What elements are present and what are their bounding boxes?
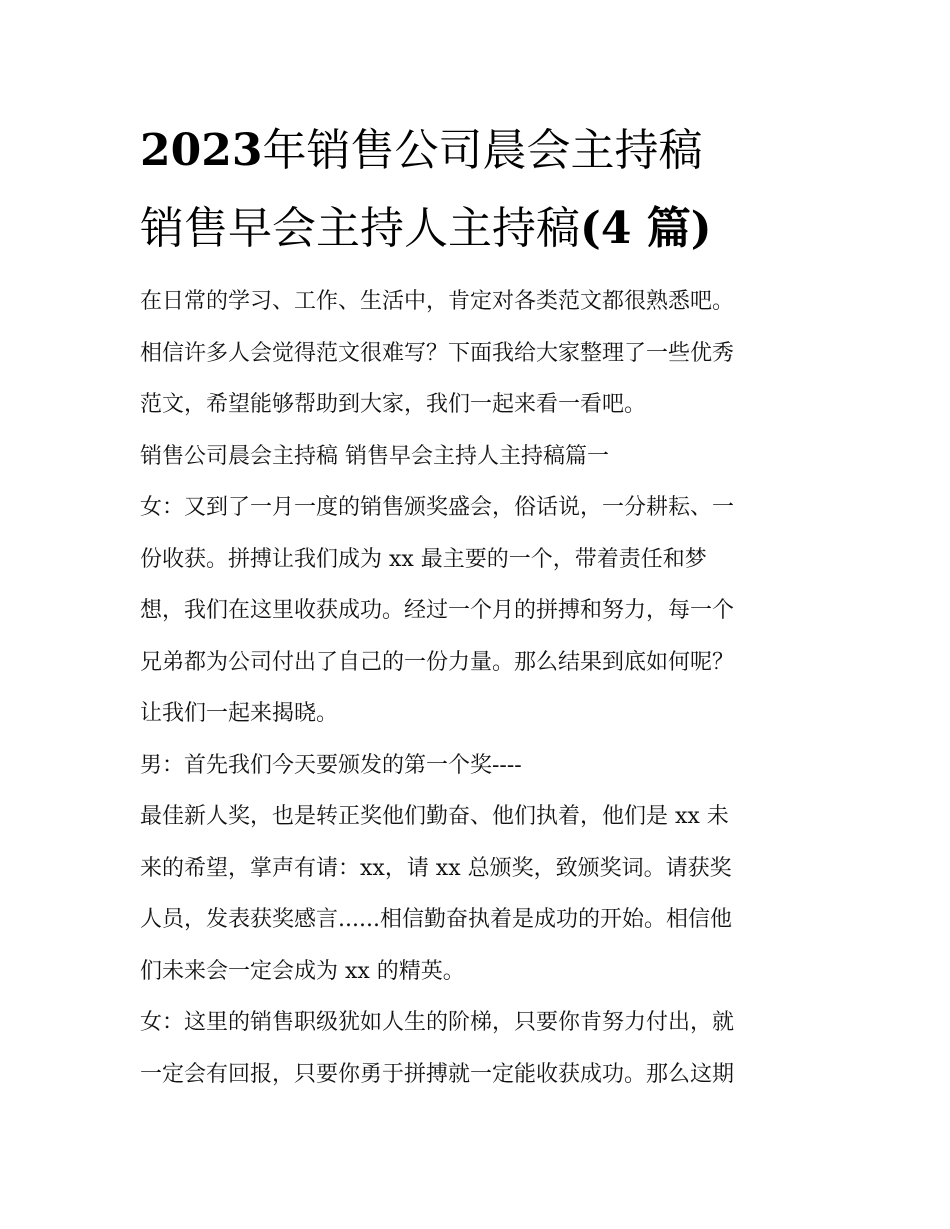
body-line: 女：又到了一月一度的销售颁奖盛会，俗话说，一分耕耘、一	[140, 495, 735, 520]
body-line: 让我们一起来揭晓。	[140, 701, 339, 726]
body-line: 一定会有回报，只要你勇于拼搏就一定能收获成功。那么这期	[140, 1061, 735, 1087]
title-year: 2023	[140, 125, 263, 176]
body-line: 人员，发表获奖感言......相信勤奋执着是成功的开始。相信他	[140, 907, 732, 932]
title-line-2	[140, 190, 840, 268]
body-line: 女：这里的销售职级犹如人生的阶梯，只要你肯努力付出，就	[140, 1010, 735, 1035]
body-line: 份收获。拼搏让我们成为 xx 最主要的一个，带着责任和梦	[140, 546, 707, 572]
body-line: 兄弟都为公司付出了自己的一份力量。那么结果到底如何呢？	[140, 649, 735, 675]
body-line: 相信许多人会觉得范文很难写？下面我给大家整理了一些优秀	[140, 340, 735, 366]
body-line: 男：首先我们今天要颁发的第一个奖----	[140, 752, 522, 778]
body-line: 在日常的学习、工作、生活中，肯定对各类范文都很熟悉吧。	[140, 289, 735, 314]
document-body	[140, 276, 820, 1100]
title-line-1	[140, 112, 840, 190]
body-line: 来的希望，掌声有请：xx，请 xx 总颁奖，致颁奖词。请获奖	[140, 855, 732, 881]
title-count: (4 篇)	[580, 203, 712, 254]
document-title	[140, 112, 840, 268]
title-line-2-text: 销售早会主持人主持稿	[140, 203, 580, 254]
section-heading: 销售公司晨会主持稿 销售早会主持人主持稿篇一	[140, 443, 609, 469]
body-line: 们未来会一定会成为 xx 的精英。	[140, 958, 465, 984]
title-line-1-text: 年销售公司晨会主持稿	[262, 125, 703, 176]
body-line: 最佳新人奖，也是转正奖他们勤奋、他们执着，他们是 xx 未	[140, 804, 729, 829]
body-line: 想，我们在这里收获成功。经过一个月的拼搏和努力，每一个	[140, 598, 735, 623]
body-line: 范文，希望能够帮助到大家，我们一起来看一看吧。	[140, 392, 647, 417]
